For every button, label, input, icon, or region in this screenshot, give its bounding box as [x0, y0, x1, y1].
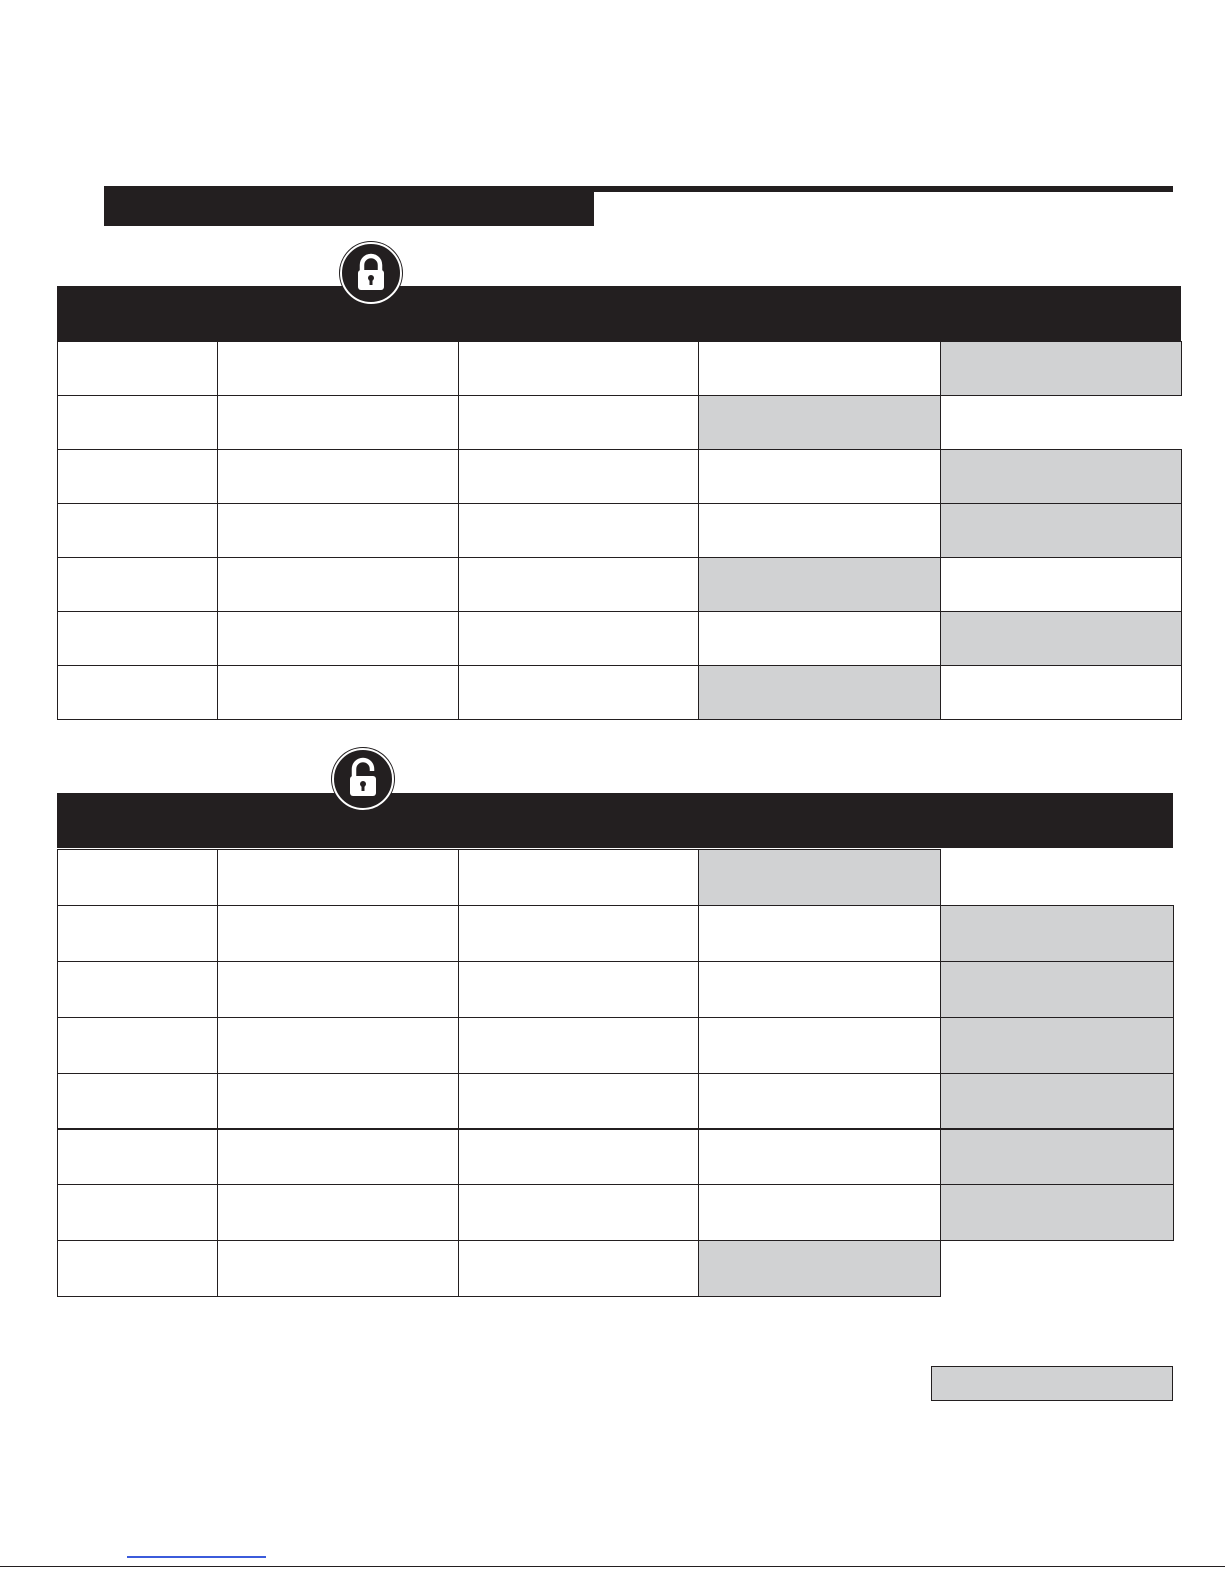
table-cell[interactable]	[217, 395, 459, 450]
form-title-bar	[104, 186, 594, 226]
table-cell[interactable]	[217, 1073, 459, 1130]
table-cell[interactable]	[698, 1129, 941, 1186]
table-cell[interactable]	[940, 611, 1182, 666]
table-cell[interactable]	[458, 341, 699, 396]
table-cell[interactable]	[57, 395, 218, 450]
table-cell[interactable]	[698, 665, 941, 720]
table-cell[interactable]	[57, 1073, 218, 1130]
table-cell[interactable]	[698, 341, 941, 396]
table-cell[interactable]	[940, 961, 1174, 1018]
unlocked-section-header	[57, 793, 1173, 848]
table-cell[interactable]	[698, 1240, 941, 1297]
table-cell[interactable]	[217, 449, 459, 504]
table-cell[interactable]	[57, 611, 218, 666]
table-cell[interactable]	[217, 611, 459, 666]
table-cell[interactable]	[57, 503, 218, 558]
table-cell[interactable]	[217, 1017, 459, 1074]
table-cell[interactable]	[57, 1184, 218, 1241]
table-cell[interactable]	[458, 395, 699, 450]
table-cell[interactable]	[458, 1073, 699, 1130]
table-cell[interactable]	[217, 1184, 459, 1241]
table-cell[interactable]	[698, 1017, 941, 1074]
table-cell[interactable]	[57, 905, 218, 962]
table-cell[interactable]	[940, 1129, 1174, 1186]
table-cell[interactable]	[57, 557, 218, 612]
table-cell[interactable]	[698, 1073, 941, 1130]
table-cell[interactable]	[57, 961, 218, 1018]
locked-padlock-icon	[340, 242, 402, 304]
table-cell[interactable]	[940, 557, 1182, 612]
table-cell[interactable]	[57, 449, 218, 504]
table-cell[interactable]	[940, 503, 1182, 558]
table-cell[interactable]	[698, 849, 941, 906]
table-cell[interactable]	[940, 905, 1174, 962]
table-cell[interactable]	[57, 665, 218, 720]
table-cell[interactable]	[698, 503, 941, 558]
table-cell[interactable]	[698, 1184, 941, 1241]
table-cell[interactable]	[217, 341, 459, 396]
table-cell[interactable]	[217, 665, 459, 720]
table-cell[interactable]	[57, 1129, 218, 1186]
table-cell[interactable]	[57, 341, 218, 396]
table-cell[interactable]	[458, 1184, 699, 1241]
table-cell[interactable]	[940, 1184, 1174, 1241]
table-cell[interactable]	[698, 557, 941, 612]
table-cell[interactable]	[458, 449, 699, 504]
table-cell[interactable]	[458, 1240, 699, 1297]
table-cell[interactable]	[698, 449, 941, 504]
table-cell[interactable]	[217, 557, 459, 612]
footer-rule	[0, 1566, 1225, 1567]
table-cell[interactable]	[57, 1240, 218, 1297]
table-cell[interactable]	[217, 905, 459, 962]
table-cell[interactable]	[458, 849, 699, 906]
table-cell[interactable]	[940, 665, 1182, 720]
table-cell[interactable]	[458, 1017, 699, 1074]
table-cell[interactable]	[217, 503, 459, 558]
unlocked-padlock-icon	[332, 748, 394, 810]
table-cell[interactable]	[217, 849, 459, 906]
table-cell[interactable]	[458, 1129, 699, 1186]
table-cell[interactable]	[698, 395, 941, 450]
table-cell[interactable]	[217, 1240, 459, 1297]
table-cell[interactable]	[57, 1017, 218, 1074]
table-cell[interactable]	[458, 611, 699, 666]
table-cell[interactable]	[57, 849, 218, 906]
table-cell[interactable]	[940, 1017, 1174, 1074]
table-cell[interactable]	[458, 905, 699, 962]
title-rule	[594, 186, 1173, 192]
table-cell[interactable]	[698, 611, 941, 666]
table-cell[interactable]	[698, 961, 941, 1018]
table-cell[interactable]	[698, 905, 941, 962]
table-cell[interactable]	[458, 961, 699, 1018]
locked-section-header	[57, 286, 1181, 341]
table-cell	[940, 1240, 1174, 1297]
table-cell	[940, 849, 1174, 906]
table-cell[interactable]	[458, 557, 699, 612]
table-cell	[940, 395, 1182, 450]
table-cell[interactable]	[940, 1073, 1174, 1130]
table-cell[interactable]	[940, 341, 1182, 396]
table-cell[interactable]	[217, 1129, 459, 1186]
table-cell[interactable]	[458, 503, 699, 558]
table-cell[interactable]	[458, 665, 699, 720]
total-field[interactable]	[931, 1366, 1173, 1401]
footer-link-underline[interactable]	[127, 1556, 266, 1558]
table-cell[interactable]	[940, 449, 1182, 504]
table-cell[interactable]	[217, 961, 459, 1018]
